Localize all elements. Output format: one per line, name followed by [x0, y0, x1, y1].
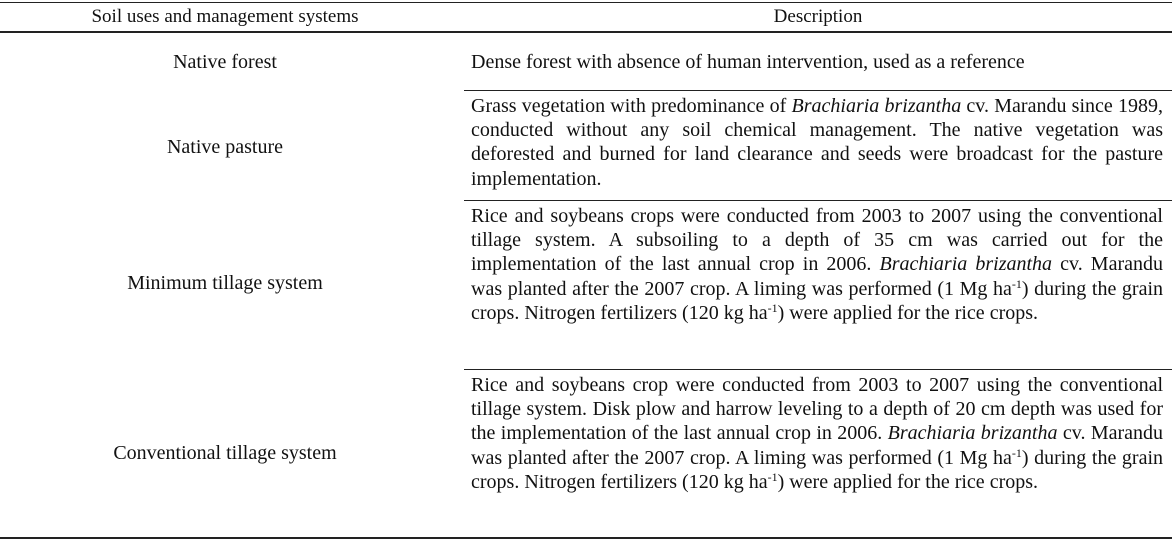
description-text: Rice and soybeans crops were conducted from 2003 to 2007 using the conventional tillage system. A subsoiling to a depth of 35 cm was carried out for the implementation of the last annual crop in 2006.	[471, 205, 1163, 276]
row-system-minimum-tillage: Minimum tillage system	[127, 272, 323, 294]
row-system-native-pasture: Native pasture	[166, 136, 284, 158]
description-text: ) during the grain crops. Nitrogen fertilizers (120 kg ha	[471, 446, 1164, 493]
description-text: ) during the grain crops. Nitrogen fertilizers (120 kg ha	[471, 277, 1164, 324]
species-name: Brachiaria brizantha	[887, 422, 1058, 445]
row-divider	[464, 200, 1172, 201]
row-description-conventional-tillage	[471, 373, 1163, 494]
description-text: ) were applied for the rice crops.	[777, 301, 1039, 324]
column-header-description: Description	[773, 6, 863, 27]
species-name: Brachiaria brizantha	[791, 95, 962, 117]
column-header-soil-uses: Soil uses and management systems	[91, 6, 359, 27]
header-rule	[0, 31, 1172, 33]
description-text: cv. Marandu was planted after the 2007 crop. A liming was performed (1 Mg ha	[471, 253, 1163, 300]
row-description-native-forest	[471, 50, 1163, 74]
row-divider	[464, 369, 1172, 370]
table-top-rule	[0, 2, 1172, 3]
species-name: Brachiaria brizantha	[879, 253, 1053, 276]
row-description-minimum-tillage	[471, 204, 1163, 325]
superscript: -1	[1011, 445, 1022, 460]
table-bottom-rule	[0, 537, 1172, 539]
superscript: -1	[767, 469, 778, 484]
superscript: -1	[767, 300, 778, 315]
row-system-native-forest: Native forest	[173, 51, 277, 73]
description-text: Rice and soybeans crop were conducted from 2003 to 2007 using the conventional tillage system. Disk plow and harrow leveling to a depth of 20 cm depth was used for the implementation of the last annual crop in 2006.	[471, 374, 1163, 445]
description-text: Dense forest with absence of human intervention, used as a reference	[471, 51, 1025, 73]
superscript: -1	[1011, 276, 1022, 291]
row-description-native-pasture	[471, 94, 1163, 191]
row-divider	[464, 90, 1172, 91]
description-text: ) were applied for the rice crops.	[777, 470, 1039, 493]
row-system-conventional-tillage: Conventional tillage system	[113, 442, 337, 464]
description-text: cv. Marandu was planted after the 2007 crop. A liming was performed (1 Mg ha	[471, 422, 1164, 469]
description-text: cv. Marandu since 1989, conducted without any soil chemical management. The native vegetation was deforested and burned for land clearance and seeds were broadcast for the pasture implementation.	[471, 95, 1163, 190]
description-text: Grass vegetation with predominance of	[471, 95, 792, 117]
